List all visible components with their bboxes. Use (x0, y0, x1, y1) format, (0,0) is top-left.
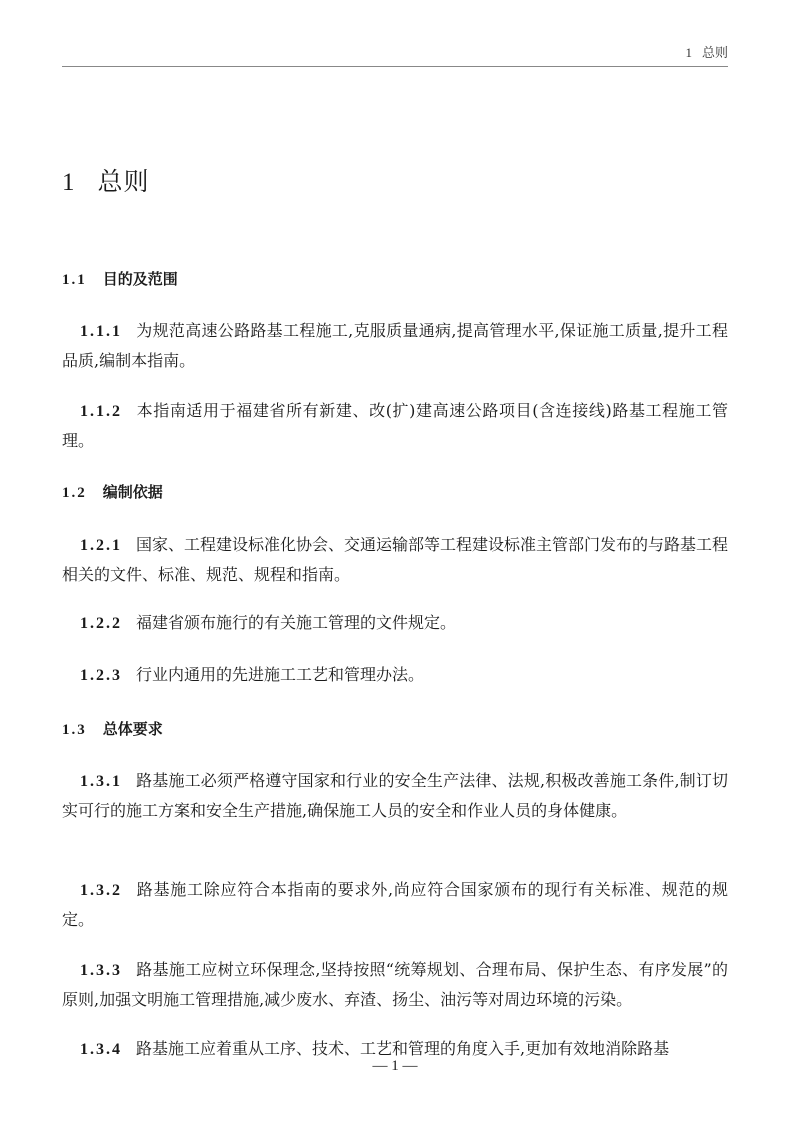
section-heading (62, 481, 163, 502)
clause-text: 路基施工必须严格遵守国家和行业的安全生产法律、法规,积极改善施工条件,制订切实可行的施工方案和安全生产措施,确保施工人员的安全和作业人员的身体健康。 (62, 771, 728, 820)
section-heading (62, 718, 163, 739)
clause-number: 1.3.3 (80, 962, 122, 979)
clause-text: 路基施工应树立环保理念,坚持按照“统筹规划、合理布局、保护生态、有序发展”的原则,加强文明施工管理措施,减少废水、弃渣、扬尘、油污等对周边环境的污染。 (62, 960, 728, 1009)
clause-text: 行业内通用的先进施工工艺和管理办法。 (136, 665, 425, 684)
clause-text: 福建省颁布施行的有关施工管理的文件规定。 (136, 613, 457, 632)
clause-text: 路基施工除应符合本指南的要求外,尚应符合国家颁布的现行有关标准、规范的规定。 (62, 880, 728, 929)
clause-number: 1.3.4 (80, 1041, 122, 1058)
section-heading (62, 268, 178, 289)
clause (62, 608, 728, 638)
clause (62, 530, 728, 589)
section-number: 1.3 (62, 722, 87, 738)
clause-text: 路基施工应着重从工序、技术、工艺和管理的角度入手,更加有效地消除路基 (136, 1039, 670, 1058)
clause (62, 396, 728, 455)
clause (62, 875, 728, 934)
chapter-title-text: 总则 (97, 167, 150, 196)
chapter-number: 1 (62, 169, 76, 196)
clause-number: 1.1.2 (80, 403, 122, 420)
section-number: 1.1 (62, 272, 87, 288)
clause (62, 660, 728, 690)
clause (62, 955, 728, 1014)
clause (62, 316, 728, 375)
header-divider (62, 66, 728, 67)
chapter-title (62, 162, 150, 198)
clause-number: 1.2.2 (80, 615, 122, 632)
running-header (685, 42, 728, 61)
clause-number: 1.3.2 (80, 882, 122, 899)
section-title: 总体要求 (102, 720, 163, 738)
clause-text: 国家、工程建设标准化协会、交通运输部等工程建设标准主管部门发布的与路基工程相关的文件、标准、规范、规程和指南。 (62, 535, 729, 584)
page-number: — 1 — (372, 1058, 418, 1074)
clause-number: 1.3.1 (80, 773, 122, 790)
clause-number: 1.1.1 (80, 323, 122, 340)
clause-text: 为规范高速公路路基工程施工,克服质量通病,提高管理水平,保证施工质量,提升工程品质,编制本指南。 (62, 321, 728, 370)
running-header-number: 1 (685, 45, 692, 60)
clause-text: 本指南适用于福建省所有新建、改(扩)建高速公路项目(含连接线)路基工程施工管理。 (62, 401, 728, 450)
clause (62, 766, 728, 825)
section-number: 1.2 (62, 485, 87, 501)
clause-number: 1.2.3 (80, 667, 122, 684)
running-header-title: 总则 (701, 46, 728, 61)
section-title: 编制依据 (102, 483, 163, 501)
section-title: 目的及范围 (102, 270, 178, 288)
clause-number: 1.2.1 (80, 537, 122, 554)
